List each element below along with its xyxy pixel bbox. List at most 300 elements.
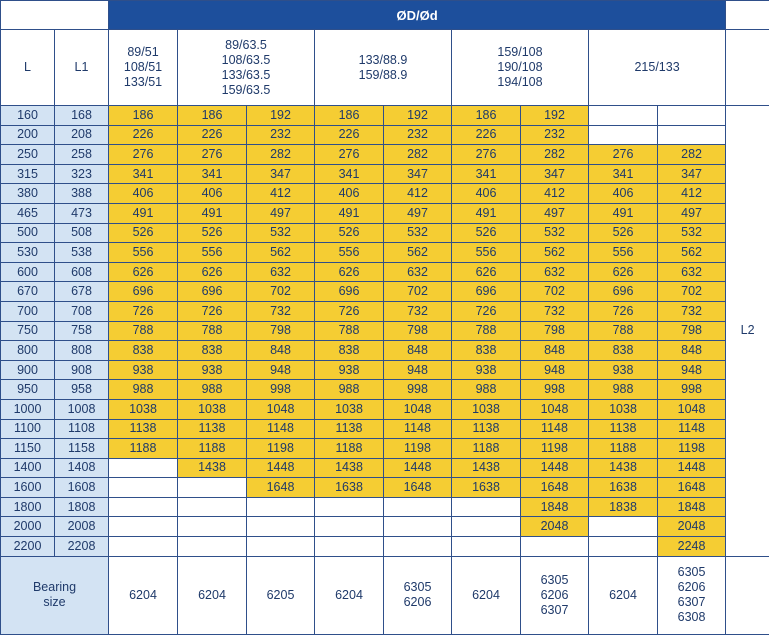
- header-group-line: 108/51: [123, 60, 163, 74]
- value-cell: 532: [658, 223, 726, 243]
- empty-cell: [178, 478, 247, 498]
- cell-L1: 1408: [55, 458, 109, 478]
- cell-L1: 208: [55, 125, 109, 145]
- value-cell: 186: [315, 106, 384, 126]
- cell-L: 670: [1, 282, 55, 302]
- empty-cell: [178, 517, 247, 537]
- value-cell: 998: [384, 380, 452, 400]
- value-cell: 1138: [452, 419, 521, 439]
- value-cell: 341: [452, 164, 521, 184]
- value-cell: 412: [521, 184, 589, 204]
- empty-cell: [109, 478, 178, 498]
- value-cell: 276: [589, 145, 658, 165]
- cell-L: 250: [1, 145, 55, 165]
- value-cell: 626: [589, 262, 658, 282]
- value-cell: 526: [178, 223, 247, 243]
- value-cell: 562: [384, 243, 452, 263]
- cell-L: 315: [1, 164, 55, 184]
- value-cell: 1198: [384, 439, 452, 459]
- table-row: [1, 184, 769, 204]
- value-cell: 276: [178, 145, 247, 165]
- value-cell: 1138: [589, 419, 658, 439]
- value-cell: 1148: [384, 419, 452, 439]
- empty-cell: [247, 497, 315, 517]
- header-group-line: 133/88.9: [358, 52, 408, 67]
- cell-L: 600: [1, 262, 55, 282]
- cell-L: 2000: [1, 517, 55, 537]
- bearing-value: 6206: [540, 587, 569, 602]
- value-cell: 798: [247, 321, 315, 341]
- value-cell: 1438: [452, 458, 521, 478]
- corner-blank-cell-right: [726, 1, 769, 30]
- bearing-value: 6204: [198, 587, 226, 602]
- value-cell: 1188: [589, 439, 658, 459]
- value-cell: 226: [452, 125, 521, 145]
- value-cell: 988: [589, 380, 658, 400]
- header-group-2: [315, 30, 452, 106]
- value-cell: 626: [315, 262, 384, 282]
- empty-cell: [247, 537, 315, 557]
- value-cell: 556: [315, 243, 384, 263]
- value-cell: 1198: [521, 439, 589, 459]
- bearing-label-line: Bearing: [32, 580, 77, 595]
- value-cell: 341: [109, 164, 178, 184]
- bearing-value: 6204: [609, 587, 637, 602]
- value-cell: 988: [315, 380, 384, 400]
- value-cell: 1448: [521, 458, 589, 478]
- value-cell: 1188: [109, 439, 178, 459]
- value-cell: 1188: [315, 439, 384, 459]
- cell-L: 1100: [1, 419, 55, 439]
- value-cell: 632: [521, 262, 589, 282]
- value-cell: 732: [247, 301, 315, 321]
- header-group-line: 159/63.5: [221, 82, 271, 97]
- empty-cell: [452, 497, 521, 517]
- table-row: [1, 399, 769, 419]
- table-row: [1, 419, 769, 439]
- empty-cell: [384, 517, 452, 537]
- empty-cell: [109, 517, 178, 537]
- value-cell: 1648: [247, 478, 315, 498]
- value-cell: 938: [109, 360, 178, 380]
- value-cell: 341: [178, 164, 247, 184]
- value-cell: 1148: [247, 419, 315, 439]
- cell-L1: 608: [55, 262, 109, 282]
- value-cell: 1438: [178, 458, 247, 478]
- value-cell: 938: [178, 360, 247, 380]
- bearing-value-cell: [589, 556, 658, 634]
- value-cell: 632: [247, 262, 315, 282]
- value-cell: 798: [658, 321, 726, 341]
- value-cell: 696: [315, 282, 384, 302]
- cell-L: 1600: [1, 478, 55, 498]
- header-blank-right: [726, 30, 769, 106]
- header-group-line: 89/51: [127, 45, 159, 59]
- value-cell: 848: [658, 341, 726, 361]
- empty-cell: [589, 106, 658, 126]
- value-cell: 702: [384, 282, 452, 302]
- value-cell: 2048: [521, 517, 589, 537]
- value-cell: 1448: [658, 458, 726, 478]
- value-cell: 1448: [247, 458, 315, 478]
- cell-L1: 708: [55, 301, 109, 321]
- bearing-value: 6206: [677, 580, 706, 595]
- value-cell: 948: [521, 360, 589, 380]
- header-group-line: 215/133: [634, 60, 680, 74]
- cell-L1: 1008: [55, 399, 109, 419]
- cell-L: 200: [1, 125, 55, 145]
- table-row: [1, 321, 769, 341]
- bearing-value-cell: [658, 556, 726, 634]
- bearing-value-cell: [315, 556, 384, 634]
- value-cell: 948: [384, 360, 452, 380]
- table-row: [1, 537, 769, 557]
- value-cell: 556: [589, 243, 658, 263]
- value-cell: 1188: [452, 439, 521, 459]
- bearing-value: 6307: [677, 595, 706, 610]
- value-cell: 406: [315, 184, 384, 204]
- header-L1: L1: [55, 30, 109, 106]
- bearing-value: 6204: [129, 587, 157, 602]
- header-group-line: 133/63.5: [221, 67, 271, 82]
- value-cell: 1048: [247, 399, 315, 419]
- value-cell: 838: [315, 341, 384, 361]
- cell-L1: 2208: [55, 537, 109, 557]
- empty-cell: [589, 125, 658, 145]
- value-cell: 938: [452, 360, 521, 380]
- value-cell: 1638: [589, 478, 658, 498]
- bearing-value: 6305: [403, 580, 432, 595]
- cell-L1: 508: [55, 223, 109, 243]
- value-cell: 1448: [384, 458, 452, 478]
- cell-L1: 1158: [55, 439, 109, 459]
- value-cell: 732: [658, 301, 726, 321]
- value-cell: 626: [452, 262, 521, 282]
- cell-L1: 323: [55, 164, 109, 184]
- bearing-value: 6307: [540, 602, 569, 617]
- header-row: [1, 30, 769, 106]
- cell-L1: 1608: [55, 478, 109, 498]
- value-cell: 526: [452, 223, 521, 243]
- value-cell: 192: [247, 106, 315, 126]
- header-group-line: 89/63.5: [225, 37, 267, 52]
- header-L: L: [1, 30, 55, 106]
- value-cell: 788: [178, 321, 247, 341]
- value-cell: 838: [589, 341, 658, 361]
- value-cell: 491: [109, 203, 178, 223]
- empty-cell: [109, 497, 178, 517]
- value-cell: 341: [315, 164, 384, 184]
- cell-L1: 1108: [55, 419, 109, 439]
- empty-cell: [315, 537, 384, 557]
- cell-L: 2200: [1, 537, 55, 557]
- value-cell: 788: [315, 321, 384, 341]
- empty-cell: [178, 497, 247, 517]
- value-cell: 491: [315, 203, 384, 223]
- bearing-value: 6206: [403, 595, 432, 610]
- header-L2: L2: [726, 106, 769, 557]
- empty-cell: [384, 497, 452, 517]
- value-cell: 232: [384, 125, 452, 145]
- value-cell: 406: [109, 184, 178, 204]
- value-cell: 788: [589, 321, 658, 341]
- table-row: [1, 106, 769, 126]
- value-cell: 1048: [521, 399, 589, 419]
- value-cell: 998: [247, 380, 315, 400]
- cell-L1: 473: [55, 203, 109, 223]
- cell-L: 1800: [1, 497, 55, 517]
- header-group-line: 159/108: [497, 45, 543, 59]
- bearing-value-cell: [521, 556, 589, 634]
- value-cell: 1198: [658, 439, 726, 459]
- empty-cell: [109, 458, 178, 478]
- value-cell: 696: [178, 282, 247, 302]
- value-cell: 948: [658, 360, 726, 380]
- value-cell: 491: [178, 203, 247, 223]
- value-cell: 347: [658, 164, 726, 184]
- cell-L1: 1808: [55, 497, 109, 517]
- empty-cell: [658, 125, 726, 145]
- value-cell: 526: [109, 223, 178, 243]
- table-row: [1, 341, 769, 361]
- value-cell: 1038: [178, 399, 247, 419]
- empty-cell: [452, 537, 521, 557]
- value-cell: 1038: [589, 399, 658, 419]
- value-cell: 696: [589, 282, 658, 302]
- value-cell: 732: [384, 301, 452, 321]
- value-cell: 406: [452, 184, 521, 204]
- bearing-value: 6305: [677, 565, 706, 580]
- empty-cell: [658, 106, 726, 126]
- value-cell: 412: [384, 184, 452, 204]
- value-cell: 732: [521, 301, 589, 321]
- value-cell: 726: [589, 301, 658, 321]
- cell-L1: 538: [55, 243, 109, 263]
- value-cell: 848: [384, 341, 452, 361]
- value-cell: 626: [178, 262, 247, 282]
- table-row: [1, 301, 769, 321]
- cell-L: 500: [1, 223, 55, 243]
- empty-cell: [247, 517, 315, 537]
- value-cell: 1848: [521, 497, 589, 517]
- value-cell: 186: [452, 106, 521, 126]
- value-cell: 788: [109, 321, 178, 341]
- value-cell: 1138: [315, 419, 384, 439]
- value-cell: 998: [521, 380, 589, 400]
- value-cell: 702: [521, 282, 589, 302]
- value-cell: 526: [315, 223, 384, 243]
- value-cell: 1138: [109, 419, 178, 439]
- value-cell: 998: [658, 380, 726, 400]
- value-cell: 412: [247, 184, 315, 204]
- header-group-1: [178, 30, 315, 106]
- value-cell: 798: [384, 321, 452, 341]
- value-cell: 848: [247, 341, 315, 361]
- table-row: [1, 360, 769, 380]
- value-cell: 702: [658, 282, 726, 302]
- table-row: [1, 145, 769, 165]
- value-cell: 1648: [658, 478, 726, 498]
- value-cell: 562: [658, 243, 726, 263]
- value-cell: 226: [178, 125, 247, 145]
- cell-L1: 678: [55, 282, 109, 302]
- value-cell: 938: [315, 360, 384, 380]
- value-cell: 192: [521, 106, 589, 126]
- empty-cell: [589, 517, 658, 537]
- bearing-blank-right: [726, 556, 769, 634]
- value-cell: 1638: [315, 478, 384, 498]
- value-cell: 347: [521, 164, 589, 184]
- value-cell: 1648: [384, 478, 452, 498]
- cell-L: 750: [1, 321, 55, 341]
- value-cell: 186: [178, 106, 247, 126]
- header-group-0: [109, 30, 178, 106]
- value-cell: 948: [247, 360, 315, 380]
- empty-cell: [521, 537, 589, 557]
- value-cell: 1648: [521, 478, 589, 498]
- header-group-line: 194/108: [497, 75, 543, 89]
- value-cell: 838: [452, 341, 521, 361]
- bearing-value-cell: [384, 556, 452, 634]
- cell-L1: 958: [55, 380, 109, 400]
- value-cell: 282: [247, 145, 315, 165]
- value-cell: 1148: [658, 419, 726, 439]
- table-row: [1, 282, 769, 302]
- value-cell: 532: [247, 223, 315, 243]
- value-cell: 232: [521, 125, 589, 145]
- empty-cell: [452, 517, 521, 537]
- value-cell: 1048: [384, 399, 452, 419]
- table-row: [1, 478, 769, 498]
- value-cell: 838: [178, 341, 247, 361]
- value-cell: 526: [589, 223, 658, 243]
- bearing-value-cell: [247, 556, 315, 634]
- table-row: [1, 125, 769, 145]
- cell-L: 700: [1, 301, 55, 321]
- value-cell: 726: [178, 301, 247, 321]
- cell-L: 160: [1, 106, 55, 126]
- cell-L1: 908: [55, 360, 109, 380]
- value-cell: 988: [178, 380, 247, 400]
- header-group-3: [452, 30, 589, 106]
- cell-L: 1150: [1, 439, 55, 459]
- cell-L1: 168: [55, 106, 109, 126]
- bearing-value: 6308: [677, 610, 706, 625]
- value-cell: 1198: [247, 439, 315, 459]
- cell-L1: 758: [55, 321, 109, 341]
- value-cell: 1048: [658, 399, 726, 419]
- corner-blank-cell: [1, 1, 109, 30]
- header-group-line: 190/108: [497, 60, 543, 74]
- value-cell: 838: [109, 341, 178, 361]
- bearing-value-cell: [109, 556, 178, 634]
- cell-L: 530: [1, 243, 55, 263]
- cell-L: 465: [1, 203, 55, 223]
- value-cell: 282: [521, 145, 589, 165]
- value-cell: 696: [452, 282, 521, 302]
- cell-L: 1000: [1, 399, 55, 419]
- value-cell: 1438: [315, 458, 384, 478]
- value-cell: 798: [521, 321, 589, 341]
- value-cell: 556: [178, 243, 247, 263]
- value-cell: 1638: [452, 478, 521, 498]
- value-cell: 341: [589, 164, 658, 184]
- table-row: [1, 164, 769, 184]
- empty-cell: [109, 537, 178, 557]
- bearing-size-label: [1, 556, 109, 634]
- header-group-line: 108/63.5: [221, 52, 271, 67]
- cell-L: 800: [1, 341, 55, 361]
- value-cell: 726: [315, 301, 384, 321]
- bearing-value: 6204: [335, 587, 363, 602]
- cell-L1: 808: [55, 341, 109, 361]
- value-cell: 1438: [589, 458, 658, 478]
- value-cell: 276: [315, 145, 384, 165]
- value-cell: 988: [452, 380, 521, 400]
- table-row: [1, 203, 769, 223]
- bearing-value-cell: [452, 556, 521, 634]
- value-cell: 282: [384, 145, 452, 165]
- cell-L: 950: [1, 380, 55, 400]
- value-cell: 1038: [315, 399, 384, 419]
- value-cell: 938: [589, 360, 658, 380]
- value-cell: 848: [521, 341, 589, 361]
- table-row: [1, 223, 769, 243]
- bearing-row: [1, 556, 769, 634]
- value-cell: 1148: [521, 419, 589, 439]
- value-cell: 532: [521, 223, 589, 243]
- value-cell: 226: [315, 125, 384, 145]
- value-cell: 726: [109, 301, 178, 321]
- cell-L1: 2008: [55, 517, 109, 537]
- table-row: [1, 458, 769, 478]
- value-cell: 2048: [658, 517, 726, 537]
- bearing-value-cell: [178, 556, 247, 634]
- value-cell: 726: [452, 301, 521, 321]
- empty-cell: [315, 517, 384, 537]
- value-cell: 1038: [452, 399, 521, 419]
- value-cell: 186: [109, 106, 178, 126]
- bearing-label-line: size: [43, 595, 66, 610]
- header-group-4: [589, 30, 726, 106]
- value-cell: 406: [589, 184, 658, 204]
- value-cell: 562: [247, 243, 315, 263]
- table-row: [1, 380, 769, 400]
- cell-L: 900: [1, 360, 55, 380]
- value-cell: 562: [521, 243, 589, 263]
- value-cell: 226: [109, 125, 178, 145]
- title-row: [1, 1, 769, 30]
- value-cell: 491: [589, 203, 658, 223]
- value-cell: 406: [178, 184, 247, 204]
- value-cell: 491: [452, 203, 521, 223]
- value-cell: 282: [658, 145, 726, 165]
- value-cell: 2248: [658, 537, 726, 557]
- value-cell: 626: [109, 262, 178, 282]
- header-group-line: 133/51: [123, 75, 163, 89]
- empty-cell: [315, 497, 384, 517]
- table-row: [1, 243, 769, 263]
- value-cell: 192: [384, 106, 452, 126]
- value-cell: 276: [452, 145, 521, 165]
- value-cell: 1848: [658, 497, 726, 517]
- empty-cell: [589, 537, 658, 557]
- value-cell: 276: [109, 145, 178, 165]
- value-cell: 232: [247, 125, 315, 145]
- value-cell: 702: [247, 282, 315, 302]
- value-cell: 497: [247, 203, 315, 223]
- table-row: [1, 439, 769, 459]
